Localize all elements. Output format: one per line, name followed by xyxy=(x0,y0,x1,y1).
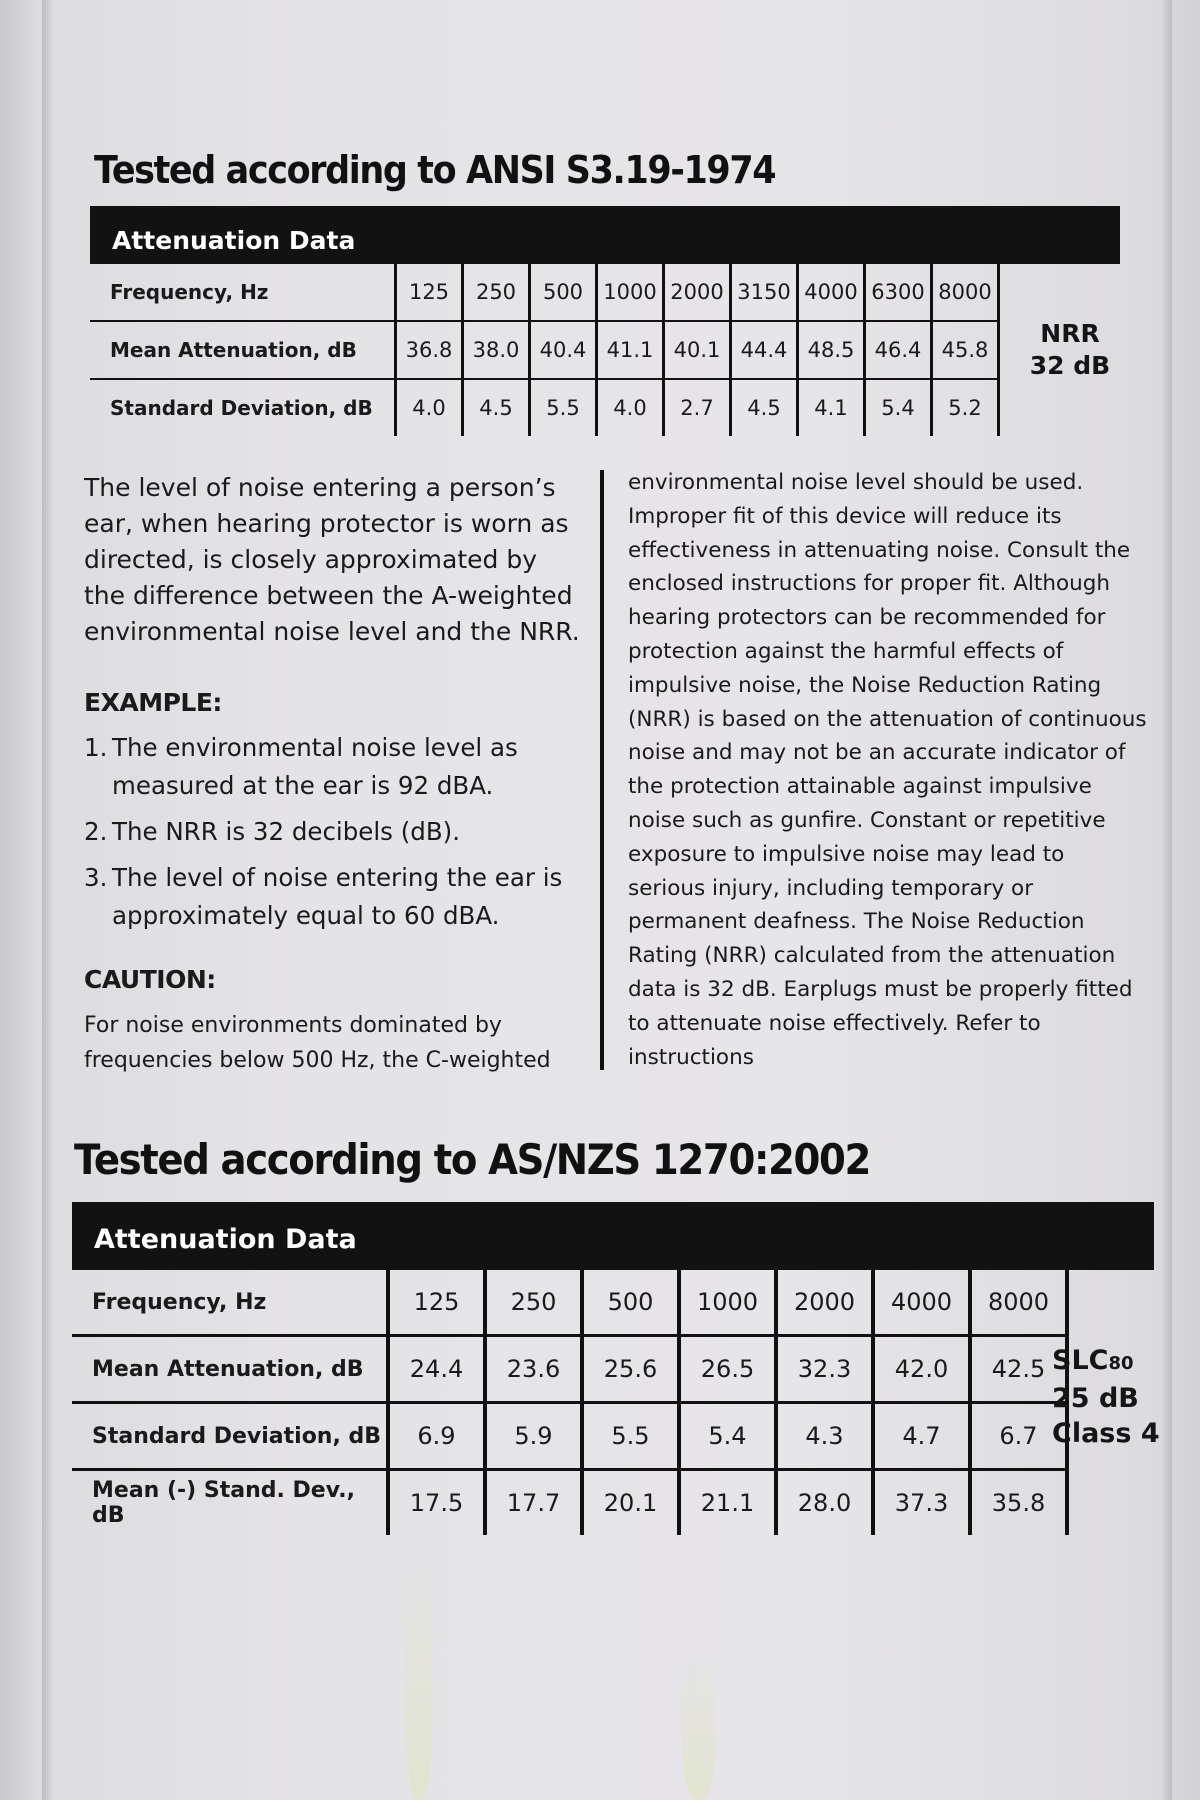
slc-class: Class 4 xyxy=(1052,1418,1160,1449)
table-cell: 42.0 xyxy=(873,1336,970,1403)
table-cell: 37.3 xyxy=(873,1470,970,1536)
table-row xyxy=(72,1336,1067,1403)
table-cell: 4000 xyxy=(798,264,865,321)
list-item xyxy=(84,859,584,935)
table-row xyxy=(72,1470,1067,1536)
step-number: 2. xyxy=(84,817,108,846)
table-cell: 32.3 xyxy=(776,1336,873,1403)
caution-title: CAUTION: xyxy=(84,965,216,994)
table-cell: 20.1 xyxy=(582,1470,679,1536)
table-cell: 6.9 xyxy=(388,1403,485,1470)
table-cell: 21.1 xyxy=(679,1470,776,1536)
row-label: Frequency, Hz xyxy=(92,1289,267,1315)
table-cell: 41.1 xyxy=(597,321,664,379)
table-cell: 500 xyxy=(530,264,597,321)
table-cell: 4000 xyxy=(873,1270,970,1336)
table-cell: 8000 xyxy=(932,264,999,321)
table-cell: 500 xyxy=(582,1270,679,1336)
row-label: Mean (-) Stand. Dev., dB xyxy=(72,1470,388,1536)
table-cell: 17.7 xyxy=(485,1470,582,1536)
ansi-attenuation-table xyxy=(90,264,1000,436)
slc-rating xyxy=(1052,1343,1160,1451)
intro-paragraph: The level of noise entering a person’s ear, when hearing protector is worn as directed, is closely approximated by the difference between the A-weighted environmental noise level and the NRR. xyxy=(84,473,580,646)
table-row xyxy=(90,264,999,321)
slc-prefix: SLC xyxy=(1052,1345,1109,1376)
table-cell: 5.4 xyxy=(865,379,932,436)
step-text: The level of noise entering the ear is approximately equal to 60 dBA. xyxy=(112,863,563,930)
table-cell: 5.2 xyxy=(932,379,999,436)
table-cell: 1000 xyxy=(679,1270,776,1336)
row-label: Standard Deviation, dB xyxy=(72,1403,388,1470)
table-cell: 5.9 xyxy=(485,1403,582,1470)
table-cell: 3150 xyxy=(731,264,798,321)
box-right-edge xyxy=(1162,0,1172,1800)
table-cell: 125 xyxy=(388,1270,485,1336)
box-left-edge xyxy=(42,0,52,1800)
slc-value: 25 dB xyxy=(1052,1383,1139,1414)
step-number: 3. xyxy=(84,863,108,892)
row-label: Mean Attenuation, dB xyxy=(72,1336,388,1403)
caution-text: For noise environments dominated by frequencies below 500 Hz, the C-weighted xyxy=(84,1013,551,1073)
table-cell: 35.8 xyxy=(970,1470,1067,1536)
table-cell: 1000 xyxy=(597,264,664,321)
asnzs-heading: Tested according to AS/NZS 1270:2002 xyxy=(74,1135,871,1184)
table-cell: 4.0 xyxy=(396,379,463,436)
table-cell: 4.3 xyxy=(776,1403,873,1470)
example-steps xyxy=(84,729,584,935)
table-cell: 4.7 xyxy=(873,1403,970,1470)
table-cell: 24.4 xyxy=(388,1336,485,1403)
row-label: Standard Deviation, dB xyxy=(90,379,396,436)
table-cell: 36.8 xyxy=(396,321,463,379)
table-cell: 38.0 xyxy=(463,321,530,379)
right-paragraph: environmental noise level should be used. Improper fit of this device will reduce its effectiveness in attenuating noise. Consult the enclosed instructions for proper fit. Although hearing protectors can be recommended for protection against the harmful effects of impulsive noise, the Noise Reduction Rating (NRR) is based on the attenuation of continuous noise and may not be an accurate indicator of the protection attainable against impulsive noise such as gunfire. Constant or repetitive exposure to impulsive noise may lead to serious injury, including temporary or permanent deafness. The Noise Reduction Rating (NRR) calculated from the attenuation data is 32 dB. Earplugs must be properly fitted to attenuate noise effectively. Refer to instructions xyxy=(628,470,1147,1070)
nrr-label: NRR xyxy=(1040,319,1100,348)
table-cell: 40.4 xyxy=(530,321,597,379)
column-divider xyxy=(600,470,604,1070)
table-cell: 6300 xyxy=(865,264,932,321)
slc-label xyxy=(1052,1343,1160,1381)
ansi-heading: Tested according to ANSI S3.19-1974 xyxy=(94,148,776,192)
example-title: EXAMPLE: xyxy=(84,688,222,717)
left-column xyxy=(84,470,584,1078)
row-label: Frequency, Hz xyxy=(110,280,269,304)
slc-subscript: 80 xyxy=(1108,1353,1134,1374)
table-cell: 44.4 xyxy=(731,321,798,379)
table-cell: 250 xyxy=(485,1270,582,1336)
table-cell: 2000 xyxy=(664,264,731,321)
list-item xyxy=(84,729,584,805)
table-row xyxy=(90,379,999,436)
nrr-rating xyxy=(1020,318,1120,382)
table-cell: 46.4 xyxy=(865,321,932,379)
table-cell: 2000 xyxy=(776,1270,873,1336)
step-text: The NRR is 32 decibels (dB). xyxy=(112,817,460,846)
stain-mark xyxy=(682,1650,716,1800)
table-cell: 40.1 xyxy=(664,321,731,379)
table-cell: 5.4 xyxy=(679,1403,776,1470)
table-cell: 8000 xyxy=(970,1270,1067,1336)
table-cell: 5.5 xyxy=(530,379,597,436)
asnzs-attenuation-table xyxy=(72,1270,1069,1535)
step-text: The environmental noise level as measured at the ear is 92 dBA. xyxy=(112,733,518,800)
table-cell: 125 xyxy=(396,264,463,321)
table-row xyxy=(90,321,999,379)
step-number: 1. xyxy=(84,733,108,762)
stain-mark xyxy=(405,1560,433,1800)
table-cell: 28.0 xyxy=(776,1470,873,1536)
table-cell: 4.5 xyxy=(731,379,798,436)
asnzs-attenuation-band: Attenuation Data xyxy=(72,1202,1154,1270)
table-cell: 45.8 xyxy=(932,321,999,379)
nrr-value: 32 dB xyxy=(1029,351,1111,380)
table-cell: 42.5 xyxy=(970,1336,1067,1403)
table-row xyxy=(72,1270,1067,1336)
table-cell: 4.5 xyxy=(463,379,530,436)
table-cell: 23.6 xyxy=(485,1336,582,1403)
table-cell: 25.6 xyxy=(582,1336,679,1403)
table-cell: 26.5 xyxy=(679,1336,776,1403)
table-cell: 48.5 xyxy=(798,321,865,379)
table-cell: 6.7 xyxy=(970,1403,1067,1470)
list-item xyxy=(84,813,584,851)
right-column xyxy=(628,466,1148,1074)
table-cell: 17.5 xyxy=(388,1470,485,1536)
table-cell: 2.7 xyxy=(664,379,731,436)
ansi-attenuation-band: Attenuation Data xyxy=(90,206,1120,264)
row-label: Mean Attenuation, dB xyxy=(90,321,396,379)
table-cell: 250 xyxy=(463,264,530,321)
table-cell: 4.0 xyxy=(597,379,664,436)
table-cell: 4.1 xyxy=(798,379,865,436)
table-cell: 5.5 xyxy=(582,1403,679,1470)
table-row xyxy=(72,1403,1067,1470)
